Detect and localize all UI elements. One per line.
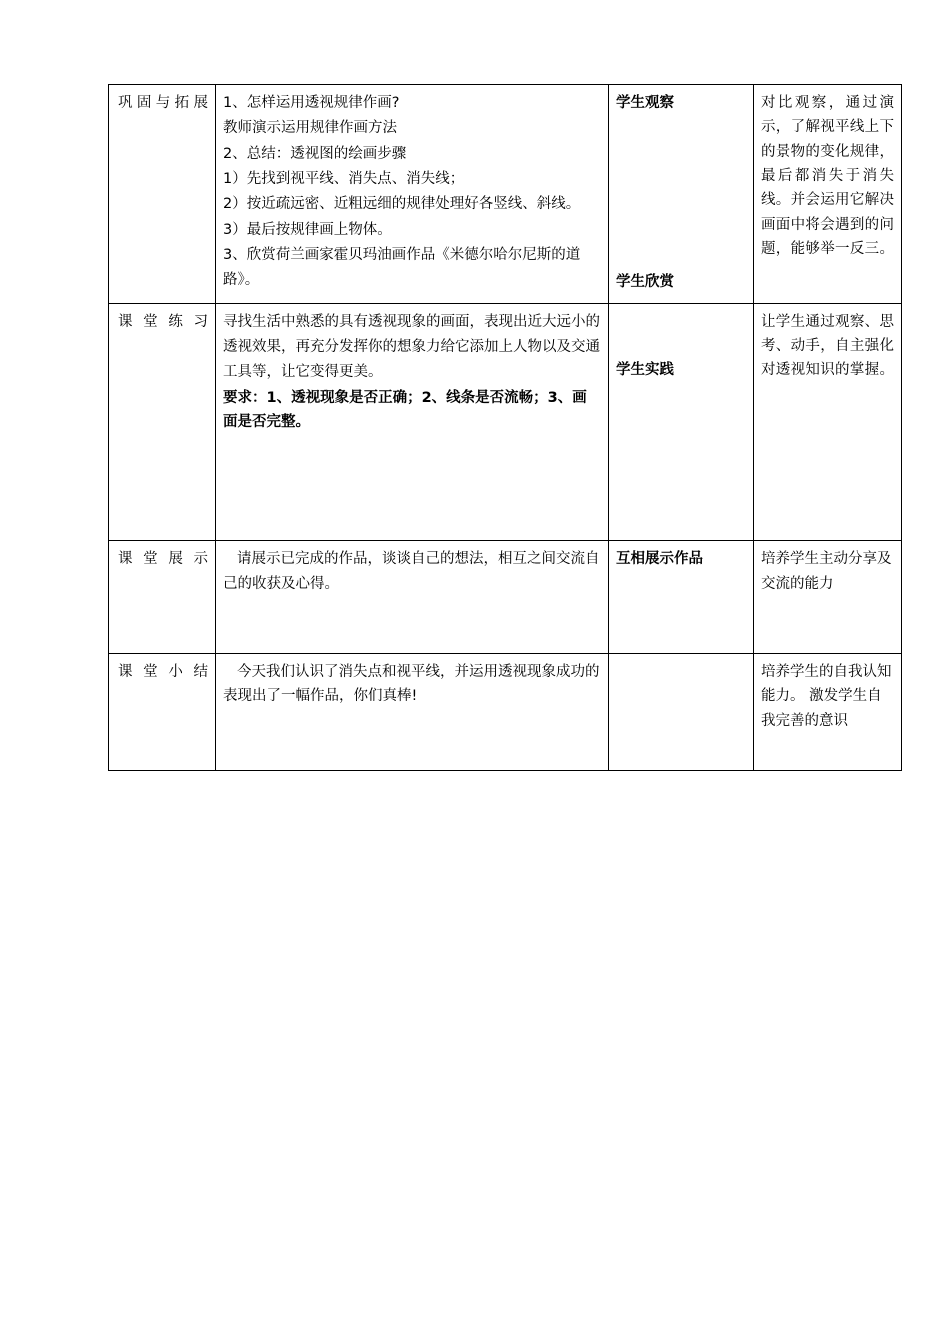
content-line: 教师演示运用规律作画方法: [223, 120, 397, 137]
stage-label: 巩固与拓展: [118, 95, 208, 111]
row-spacer: [223, 710, 601, 762]
activity-label: 学生欣赏: [616, 274, 674, 291]
content-line: 请展示已完成的作品，谈谈自己的想法，相互之间交流自己的收获及心得。: [223, 551, 600, 592]
activity-cell: [609, 303, 754, 541]
content-line: 1、怎样运用透视规律作画?: [223, 95, 400, 111]
activity-label: 学生观察: [616, 95, 674, 111]
stage-cell: [109, 303, 216, 541]
content-line: 2、总结：透视图的绘画步骤: [223, 145, 407, 162]
table-row: [109, 303, 902, 541]
stage-label: 课堂展示: [118, 551, 208, 568]
stage-cell: [109, 654, 216, 771]
intent-cell: [754, 541, 902, 654]
content-cell: [216, 85, 609, 304]
intent-text: 培养学生主动分享及交流的能力: [761, 551, 892, 592]
stage-cell: [109, 85, 216, 304]
content-line: 3、欣赏荷兰画家霍贝玛油画作品《米德尔哈尔尼斯的道路》。: [223, 247, 581, 288]
intent-cell: [754, 303, 902, 541]
activity-label: 学生实践: [616, 361, 674, 378]
activity-label: 互相展示作品: [616, 551, 703, 568]
content-line: 3）最后按规律画上物体。: [223, 221, 392, 238]
intent-text: 对比观察，通过演示，了解视平线上下的景物的变化规律，最后都消失于消失线。并会运用它解决画面中将会遇到的问题，能够举一反三。: [761, 95, 894, 258]
content-cell: [216, 303, 609, 541]
activity-cell: [609, 654, 754, 771]
content-line: 寻找生活中熟悉的具有透视现象的画面，表现出近大远小的透视效果，再充分发挥你的想象力给它添加上人物以及交通工具等，让它变得更美。: [223, 313, 600, 380]
content-line: 要求：1、透视现象是否正确；2、线条是否流畅；3、画面是否完整。: [223, 389, 587, 431]
table-row: [109, 541, 902, 654]
stage-cell: [109, 541, 216, 654]
activity-cell: [609, 85, 754, 304]
row-spacer: [223, 597, 601, 645]
stage-label: 课堂小结: [118, 664, 208, 681]
table-row: [109, 85, 902, 304]
content-cell: [216, 654, 609, 771]
activity-cell: [609, 541, 754, 654]
content-line: 2）按近疏远密、近粗远细的规律处理好各竖线、斜线。: [223, 196, 581, 213]
row-spacer: [223, 436, 601, 532]
content-cell: [216, 541, 609, 654]
intent-text: 让学生通过观察、思考、动手，自主强化对透视知识的掌握。: [761, 313, 894, 379]
lesson-plan-table: [108, 84, 902, 771]
intent-cell: [754, 85, 902, 304]
stage-label: 课堂练习: [118, 313, 208, 330]
content-line: 今天我们认识了消失点和视平线，并运用透视现象成功的表现出了一幅作品，你们真棒!: [223, 664, 600, 705]
intent-cell: [754, 654, 902, 771]
intent-text: 培养学生的自我认知能力。 激发学生自我完善的意识: [761, 664, 892, 729]
content-line: 1）先找到视平线、消失点、消失线；: [223, 171, 465, 188]
table-row: [109, 654, 902, 771]
